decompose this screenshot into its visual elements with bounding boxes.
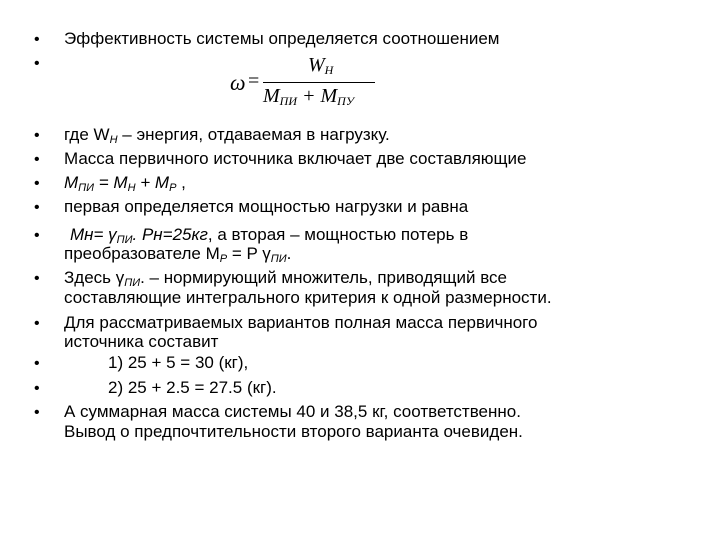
efficiency-formula bbox=[230, 54, 380, 110]
l5-c: + M bbox=[135, 173, 170, 192]
text-line-conclusion: Вывод о предпочтительности второго варианта очевиден. bbox=[64, 422, 523, 441]
text-line-variant-1: 1) 25 + 5 = 30 (кг), bbox=[108, 353, 249, 372]
l5-a: M bbox=[64, 173, 79, 192]
l8-a: Здесь γ bbox=[64, 268, 125, 287]
text-line-variant-2: 2) 25 + 2.5 = 27.5 (кг). bbox=[108, 378, 277, 397]
bullet: • bbox=[34, 127, 40, 144]
l3-sub: Н bbox=[109, 134, 118, 146]
l7-a: Mн= γ bbox=[70, 225, 117, 244]
den-a: M bbox=[263, 85, 280, 107]
l5-sub2: Н bbox=[127, 182, 136, 194]
num-symbol: W bbox=[308, 54, 325, 76]
text-line-converter bbox=[64, 245, 291, 268]
l5-sub3: Р bbox=[169, 182, 177, 194]
bullet: • bbox=[34, 315, 40, 332]
text-line-mass: Масса первичного источника включает две составляющие bbox=[64, 149, 527, 168]
text-line-source: источника составит bbox=[64, 332, 219, 351]
l5-b: = M bbox=[94, 173, 128, 192]
text-line-efficiency: Эффективность системы определяется соотношением bbox=[64, 29, 500, 48]
l3-b: – энергия, отдаваемая в нагрузку. bbox=[117, 125, 390, 144]
l5-sub1: ПИ bbox=[78, 182, 95, 194]
l7-2sub2: ПИ bbox=[270, 253, 287, 265]
den-sub1: ПИ bbox=[279, 94, 298, 108]
bullet: • bbox=[34, 199, 40, 216]
l8-b: . – нормирующий множитель, приводящий все bbox=[140, 268, 508, 287]
bullet: • bbox=[34, 151, 40, 168]
l5-d: , bbox=[176, 173, 186, 192]
l7-b: . Pн=25кг bbox=[132, 225, 208, 244]
bullet: • bbox=[34, 31, 40, 48]
text-line-variants: Для рассматриваемых вариантов полная масса первичного bbox=[64, 313, 538, 332]
bullet: • bbox=[34, 380, 40, 397]
formula-eq: = bbox=[248, 70, 260, 92]
bullet: • bbox=[34, 270, 40, 287]
text-line-first: первая определяется мощностью нагрузки и равна bbox=[64, 197, 469, 216]
bullet: • bbox=[34, 227, 40, 244]
l3-a: где W bbox=[64, 125, 110, 144]
formula-numerator bbox=[308, 54, 333, 78]
text-line-mass-formula bbox=[64, 174, 186, 197]
den-sub2: ПУ bbox=[337, 94, 354, 108]
formula-denominator bbox=[263, 85, 354, 109]
fraction-bar bbox=[263, 82, 375, 83]
l7-c: , а вторая – мощностью потерь в bbox=[207, 225, 469, 244]
text-line-wn bbox=[64, 126, 390, 149]
l7-2a: преобразователе M bbox=[64, 244, 220, 263]
l8-sub: ПИ bbox=[124, 277, 141, 289]
text-line-components: составляющие интегрального критерия к одной размерности. bbox=[64, 288, 552, 307]
l7-2sub1: Р bbox=[219, 253, 228, 265]
bullet: • bbox=[34, 355, 40, 372]
den-plus: + M bbox=[297, 85, 338, 107]
bullet: • bbox=[34, 404, 40, 421]
bullet: • bbox=[34, 175, 40, 192]
l7-sub1: ПИ bbox=[116, 234, 133, 246]
l7-2b: = P γ bbox=[227, 244, 271, 263]
formula-lhs: ω bbox=[230, 70, 246, 95]
num-sub: Н bbox=[324, 63, 334, 77]
bullet: • bbox=[34, 55, 40, 72]
text-line-total: А суммарная масса системы 40 и 38,5 кг, соответственно. bbox=[64, 402, 521, 421]
l7-2c: . bbox=[286, 244, 292, 263]
